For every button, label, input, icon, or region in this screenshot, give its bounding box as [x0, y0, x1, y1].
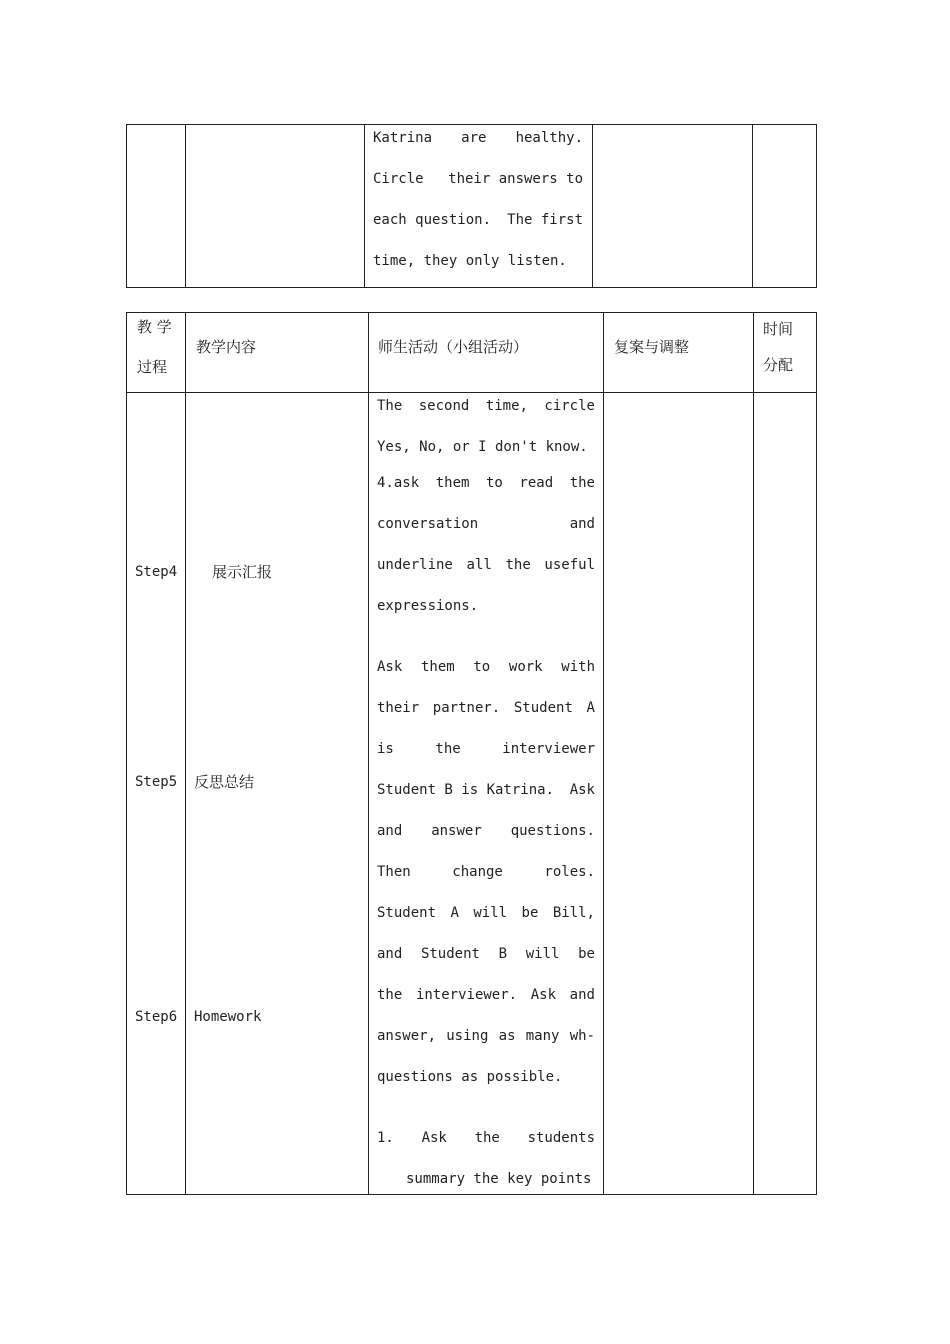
activity-word: 1. — [377, 1130, 394, 1146]
header-activity — [369, 313, 604, 393]
activity-word: Student — [420, 946, 480, 962]
top-process-cell — [127, 125, 186, 288]
activity-word: wh- — [569, 1028, 595, 1044]
main-table — [126, 312, 817, 1195]
activity-line — [377, 1129, 595, 1147]
activity-word: be — [521, 905, 539, 921]
activity-line — [373, 252, 567, 270]
activity-word: are — [461, 130, 487, 146]
activity-line — [377, 904, 595, 922]
activity-word: work — [508, 659, 543, 675]
activity-word: the — [474, 1130, 500, 1146]
activity-word: summary the key points — [406, 1171, 592, 1187]
activity-word: will — [525, 946, 560, 962]
activity-word: to — [486, 475, 503, 491]
activity-word: interviewer. — [415, 987, 518, 1003]
top-table — [126, 124, 817, 288]
activity-word: conversation — [377, 516, 479, 532]
activity-line — [406, 1170, 591, 1188]
step6-label: Step6 — [135, 1009, 178, 1025]
activity-word: each question. — [373, 212, 492, 228]
activity-word: will — [473, 905, 508, 921]
activity-word: to — [473, 659, 491, 675]
activity-word: students — [527, 1130, 595, 1146]
header-process — [127, 313, 186, 393]
step4-content: 展示汇报 — [212, 563, 273, 581]
activity-word: Ask — [377, 659, 403, 675]
activity-word: Student — [513, 700, 573, 716]
activity-word: with — [561, 659, 595, 675]
activity-line — [377, 740, 595, 758]
activity-word: B — [498, 946, 508, 962]
step5-content: 反思总结 — [194, 773, 255, 791]
activity-line — [377, 1068, 562, 1086]
step-column — [127, 393, 186, 1195]
activity-word: Student B is Katrina. — [377, 782, 555, 798]
header-process-line1: 教 学 — [137, 318, 172, 336]
activity-word: Ask — [530, 987, 557, 1003]
activity-word: and — [377, 823, 403, 839]
header-time-line1: 时间 — [763, 320, 794, 338]
activity-column — [369, 393, 604, 1195]
activity-word: their — [377, 700, 420, 716]
activity-line — [373, 170, 583, 188]
activity-word: circle — [544, 398, 595, 414]
activity-word: and — [377, 946, 403, 962]
activity-word: the — [505, 557, 531, 573]
step6-content: Homework — [194, 1009, 262, 1025]
activity-word: time, they only listen. — [373, 253, 567, 269]
activity-word: many — [525, 1028, 560, 1044]
activity-word: and — [569, 987, 595, 1003]
activity-word: underline — [377, 557, 453, 573]
activity-word: their answers to — [448, 171, 583, 187]
header-activity-label: 师生活动（小组活动） — [378, 338, 529, 356]
activity-line — [377, 556, 595, 574]
activity-word: Bill, — [552, 905, 595, 921]
step5-label: Step5 — [135, 774, 178, 790]
activity-word: answer — [431, 823, 482, 839]
activity-line — [377, 658, 595, 676]
activity-line — [377, 986, 595, 1004]
activity-word: questions. — [510, 823, 595, 839]
activity-word: Then — [377, 864, 411, 880]
activity-word: useful — [544, 557, 595, 573]
activity-word: Yes, No, or I don't know. — [377, 439, 588, 455]
activity-word: be — [578, 946, 595, 962]
activity-word: the — [569, 475, 595, 491]
header-content-label: 教学内容 — [196, 338, 257, 356]
activity-word: Katrina — [373, 130, 433, 146]
activity-word: the — [435, 741, 461, 757]
activity-word: interviewer — [502, 741, 595, 757]
activity-word: time, — [485, 398, 528, 414]
activity-line — [377, 1027, 595, 1045]
step4-label: Step4 — [135, 564, 178, 580]
header-process-line2: 过程 — [137, 358, 168, 376]
activity-word: answer, — [377, 1028, 437, 1044]
top-time-cell — [753, 125, 817, 288]
activity-word: Circle — [373, 171, 424, 187]
activity-word: them — [420, 659, 455, 675]
activity-word: the — [377, 987, 403, 1003]
activity-word: The — [377, 398, 403, 414]
activity-line — [377, 515, 595, 533]
header-time-line2: 分配 — [763, 356, 794, 374]
activity-word: 4.ask — [377, 475, 420, 491]
activity-word: questions as possible. — [377, 1069, 563, 1085]
top-content-cell — [186, 125, 365, 288]
top-activity-cell — [365, 125, 593, 288]
activity-word: using — [446, 1028, 489, 1044]
activity-word: second — [418, 398, 470, 414]
header-adjust-label: 复案与调整 — [614, 338, 690, 356]
time-column — [754, 393, 817, 1195]
activity-line — [377, 699, 595, 717]
activity-line — [377, 863, 595, 881]
activity-word: read — [519, 475, 554, 491]
activity-word: A — [450, 905, 459, 921]
activity-line — [377, 438, 588, 456]
activity-word: partner. — [432, 700, 501, 716]
activity-word: expressions. — [377, 598, 479, 614]
header-content — [186, 313, 369, 393]
activity-line — [377, 822, 595, 840]
activity-line — [377, 397, 595, 415]
activity-word: them — [435, 475, 470, 491]
activity-line — [377, 474, 595, 492]
activity-word: The first — [507, 212, 583, 228]
activity-word: is — [377, 741, 394, 757]
activity-word: A — [586, 700, 595, 716]
top-adjust-cell — [593, 125, 753, 288]
activity-line — [377, 781, 595, 799]
header-adjust — [604, 313, 754, 393]
activity-line — [373, 211, 583, 229]
activity-word: healthy. — [515, 130, 583, 146]
activity-word: all — [466, 557, 492, 573]
content-column — [186, 393, 369, 1195]
activity-line — [373, 129, 583, 147]
activity-line — [377, 945, 595, 963]
activity-line — [377, 597, 478, 615]
activity-word: as — [498, 1028, 516, 1044]
activity-word: roles. — [544, 864, 595, 880]
activity-word: change — [452, 864, 503, 880]
adjust-column — [604, 393, 754, 1195]
activity-word: Student — [377, 905, 437, 921]
activity-word: Ask — [569, 782, 595, 798]
header-time — [754, 313, 817, 393]
activity-word: Ask — [421, 1130, 447, 1146]
activity-word: and — [569, 516, 595, 532]
